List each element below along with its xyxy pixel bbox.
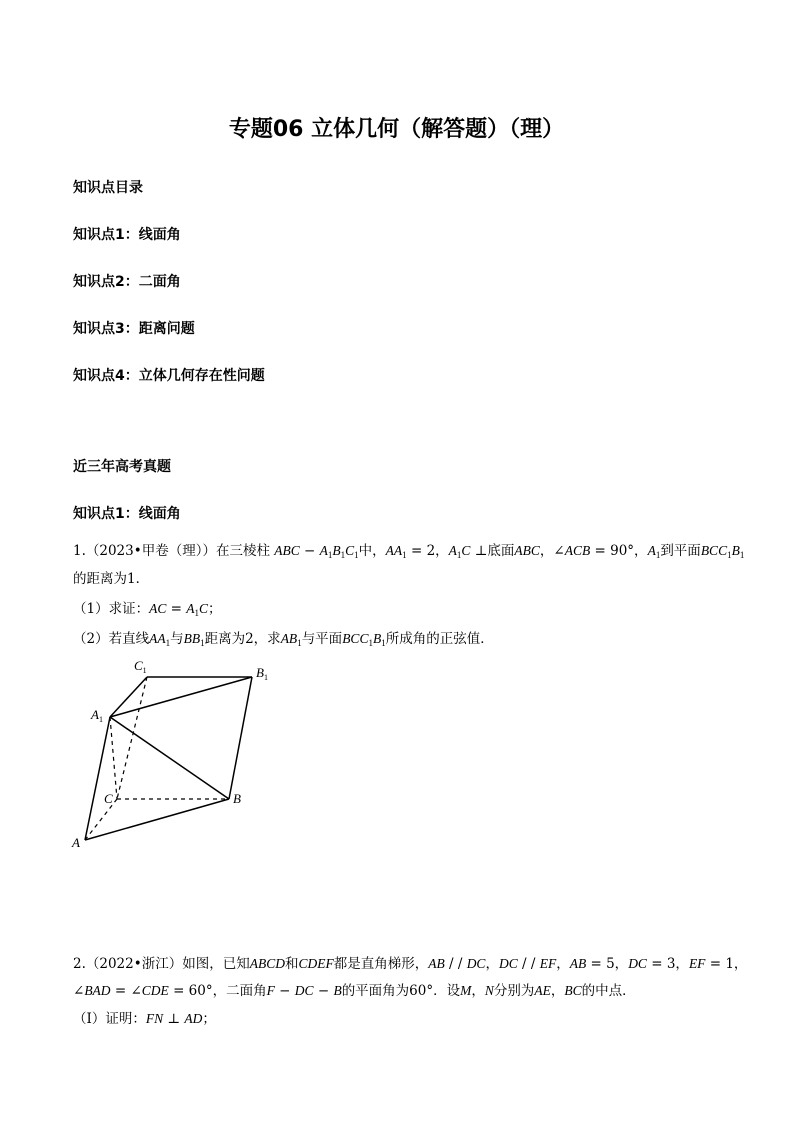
toc-heading: 知识点目录	[73, 180, 143, 196]
q1-source: 1.（2023•甲卷（理））在三棱柱	[73, 543, 270, 559]
toc-item-2: 知识点2：二面角	[73, 274, 181, 290]
page-title: 专题06 立体几何（解答题）（理）	[228, 117, 565, 142]
label-B1: $B_1$	[256, 665, 268, 682]
toc-item-4: 知识点4：立体几何存在性问题	[73, 368, 265, 384]
q2-line2: ∠BAD = ∠CDE = 60°，二面角F − DC − B的平面角为60°．设M，N分别为AE，BC的中点．	[73, 983, 636, 999]
q1-part1: （1）求证：AC = $A_1C$；	[73, 601, 222, 618]
q2-line1: 2.（2022•浙江）如图，已知ABCD和CDEF都是直角梯形，AB / / DC，DC / / EF，AB = 5，DC = 3，EF = 1，	[73, 956, 748, 972]
label-B: B	[233, 791, 241, 806]
section-subheading: 知识点1：线面角	[73, 506, 181, 522]
label-C1: $C_1$	[134, 658, 147, 675]
q1-part2: （2）若直线$AA_1$与$BB_1$距离为2，求$AB_1$与平面$BCC_1B_1$所成角的正弦值．	[73, 631, 494, 648]
label-A: A	[72, 835, 80, 850]
label-C: C	[104, 791, 113, 806]
q1-line2: 的距离为1．	[73, 571, 150, 587]
section-heading: 近三年高考真题	[73, 459, 171, 475]
toc-item-1: 知识点1：线面角	[73, 227, 181, 243]
q1-line1: 1.（2023•甲卷（理））在三棱柱 ABC − $A_1B_1C_1$中，$AA_1 = 2$，$A_1C$ ⊥底面ABC，∠ACB = 90°，$A_1$到平面$BCC_1B_1$	[73, 543, 745, 560]
prism-figure	[60, 650, 290, 860]
label-A1: $A_1$	[91, 707, 103, 724]
toc-item-3: 知识点3：距离问题	[73, 321, 195, 337]
q2-part1: （Ⅰ）证明：FN ⊥ AD；	[73, 1011, 216, 1027]
